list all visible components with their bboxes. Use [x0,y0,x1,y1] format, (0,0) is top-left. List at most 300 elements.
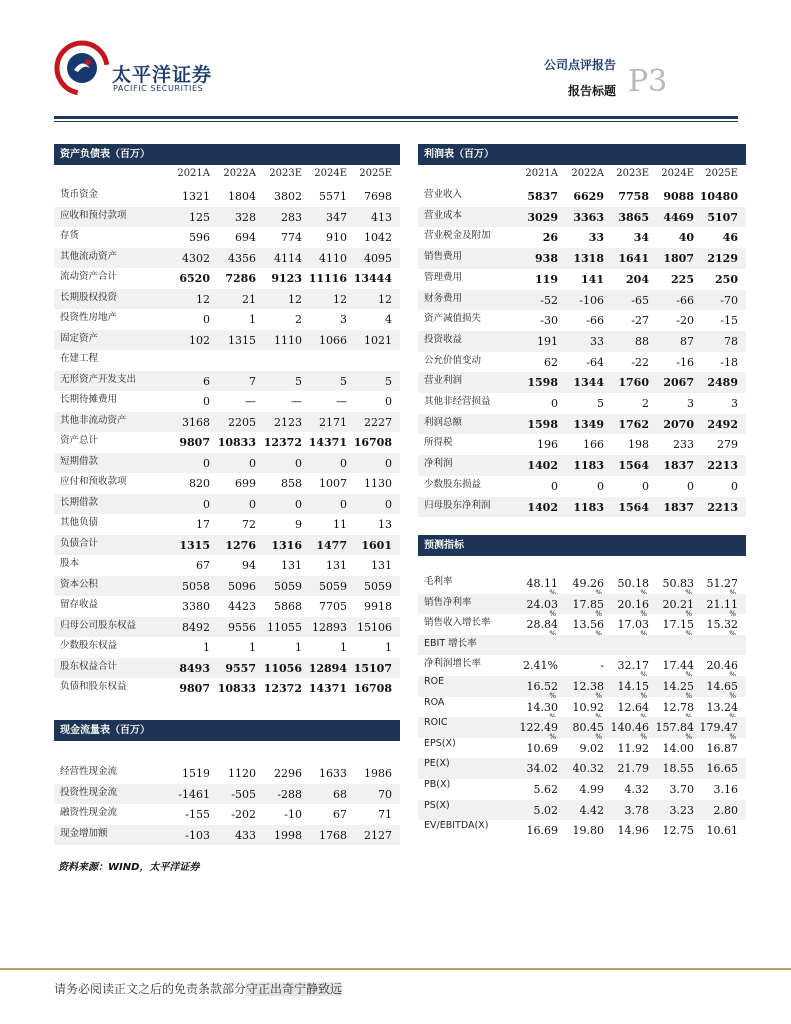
table-cell: 16.87 [706,741,738,755]
table-cell: 87 [680,334,694,348]
table-cell: 596 [189,231,210,244]
table-cell: 1986 [364,767,392,780]
table-cell: 0 [642,479,649,493]
table-cell: 7286 [225,272,256,285]
table-cell: 13.56 [560,618,604,631]
table-cell: 2127 [364,828,392,842]
row-label: 经营性现金流 [60,766,118,777]
table-cell: 3 [687,397,694,410]
table-cell: 8492 [182,620,210,634]
table-cell: -10 [284,808,302,821]
row-label: 投资性房地产 [60,312,118,323]
table-cell: 328 [235,210,256,224]
table-cell: 699 [235,477,256,490]
table-cell: 5059 [319,579,347,593]
page-header [0,0,791,120]
table-cell: 858 [281,477,302,490]
row-label: 利润总额 [424,416,463,428]
table-cell: 3029 [527,210,558,224]
row-label: 流动资产合计 [60,271,118,282]
table-row [54,432,400,453]
table-row [418,248,746,269]
table-row [418,414,746,435]
year-column-header: 2023E [616,168,649,179]
table-cell: 1641 [618,252,649,266]
table-row [54,678,400,699]
table-cell: 11055 [267,620,302,634]
table-cell: 4110 [319,251,347,265]
table-cell: 3363 [573,210,604,224]
table-cell: 1998 [274,828,302,842]
table-cell: 5.02 [533,803,558,817]
table-cell: 131 [281,559,302,572]
table-cell: 0 [551,479,558,493]
table-cell: 5 [597,397,604,410]
table-cell: 1598 [527,376,558,390]
row-label: 其他非经营损益 [424,396,491,407]
cash-flow-header: 现金流量表（百万） [54,720,400,741]
table-cell: 141 [581,272,604,286]
table-cell: 2492 [707,417,738,431]
table-cell: 0 [203,313,210,326]
table-cell: 1402 [527,500,558,514]
table-cell: 62 [544,355,558,369]
table-cell: 2.80 [713,803,738,817]
table-cell: 12 [288,292,302,306]
table-cell: 5059 [364,579,392,593]
table-cell: 6520 [179,272,210,285]
table-cell: 13444 [353,272,392,285]
balance-sheet-header: 资产负债表（百万） [54,144,400,165]
table-cell: 16.52 % [526,680,558,700]
table-cell: 157.84 % [655,721,694,742]
table-cell: 50.18 [605,577,649,590]
row-label: 净利润 [424,458,453,470]
row-label: 固定资产 [60,332,99,344]
table-cell: 0 [203,395,210,408]
table-cell: 196 [537,438,558,452]
table-cell: 1762 [618,417,649,431]
table-cell: 2213 [707,459,738,473]
table-cell: 279 [717,438,738,452]
table-cell: -202 [231,808,256,821]
table-cell: 1007 [319,477,347,490]
table-cell: — [336,395,347,408]
row-label: 投资收益 [424,333,463,345]
table-cell: 191 [537,334,558,348]
company-motto: 守正出奇宁静致远 [246,982,343,996]
table-row [54,763,400,784]
table-cell: 17 [196,518,210,531]
table-cell: 2 [642,397,649,410]
table-cell: 4.42 [579,803,604,817]
table-cell: 1598 [527,417,558,431]
percent-mark: % [595,609,602,618]
table-cell: 5059 [274,579,302,593]
table-cell: 67 [196,559,210,572]
row-label: 现金增加额 [60,827,108,839]
table-cell: 140.46 % [610,721,649,742]
row-label: 无形资产开发支出 [60,373,137,385]
year-column-header: 2025E [705,168,738,179]
table-cell: 15.32 [694,618,738,631]
table-cell: 21.11 % [706,597,738,618]
table-cell: -30 [540,314,558,328]
table-cell: 16.69 [526,824,558,838]
table-row [54,473,400,494]
table-cell: 14.96 [617,824,649,838]
table-cell: 0 [295,456,302,470]
table-cell: 0 [203,497,210,511]
table-cell: 8493 [179,661,210,675]
table-cell: 4 [385,313,392,326]
row-label: 长期待摊费用 [60,394,118,405]
table-row [54,309,400,330]
row-label: 管理费用 [424,271,463,283]
table-cell: 1344 [573,376,604,390]
table-cell: 1402 [527,459,558,473]
row-label: 归母公司股东权益 [60,619,137,631]
table-cell: 3.16 [713,783,738,796]
row-label: 货币资金 [60,189,99,200]
row-label: ROA [424,696,445,708]
table-row [54,658,400,679]
table-cell: 347 [326,210,347,224]
table-cell: 694 [235,231,256,244]
table-cell: 67 [333,808,347,821]
table-cell: 9.02 [579,741,604,755]
table-cell: - [600,659,604,673]
table-cell: 32.17 [605,659,649,672]
percent-mark: % [685,692,692,700]
table-cell: -1461 [178,787,210,801]
table-cell: 34 [633,231,649,245]
table-row [54,248,400,269]
table-cell: 4469 [663,210,694,224]
table-row [54,514,400,535]
table-cell: 0 [340,497,347,511]
table-cell: 102 [189,333,210,347]
row-label: 营业税金及附加 [424,230,491,242]
table-cell: 433 [235,828,256,842]
row-label: 少数股东损益 [424,478,482,490]
percent-mark: % [685,609,692,618]
table-cell: 40 [678,231,694,245]
year-column-header: 2025E [359,168,392,179]
row-label: 营业收入 [424,189,463,200]
table-cell: -18 [720,355,738,369]
table-cell: -52 [540,293,558,307]
table-cell: 413 [371,210,392,224]
row-label: 应收和预付款项 [60,209,127,221]
table-cell: 125 [189,210,210,224]
table-cell: 179.47 % [699,721,738,742]
row-label: 资产总计 [60,435,99,446]
table-cell: 3 [731,397,738,410]
table-cell: 5571 [319,190,347,203]
table-row [54,227,400,248]
percent-mark: % [549,733,556,742]
table-cell: 1837 [663,500,694,514]
table-cell: 2129 [707,252,738,266]
table-cell: — [245,395,256,408]
table-cell: 131 [326,559,347,572]
table-cell: 7 [249,374,256,388]
brand-name-cn: 太平洋证券 [112,64,213,86]
row-label: 归母股东净利润 [424,499,491,511]
table-cell: 13 [378,518,392,531]
disclaimer-text: 请务必阅读正文之后的免责条款部分 [54,982,247,996]
table-row [418,573,746,594]
table-cell: 4095 [364,251,392,265]
table-cell: 1120 [228,767,256,780]
row-label: 资本公积 [60,578,99,590]
table-row [418,186,746,207]
table-row [418,697,746,718]
row-label: 融资性现金流 [60,807,118,818]
table-cell: 11 [333,518,347,531]
row-label: 长期借款 [60,496,99,508]
table-cell: 225 [671,272,694,286]
table-cell: 2205 [228,415,256,429]
table-cell: -106 [579,293,604,307]
pacific-securities-logo-icon [54,40,110,96]
table-row [54,371,400,392]
table-row [418,717,746,742]
table-row [418,594,746,618]
table-row [54,453,400,474]
row-label: 销售收入增长率 [424,617,491,629]
row-label: 销售费用 [424,251,463,263]
table-cell: -22 [631,355,649,369]
row-label: 其他负债 [60,517,99,528]
table-cell: 1 [249,313,256,326]
table-cell: 14.15 % [617,680,649,700]
row-label: PB(X) [424,779,451,790]
table-cell: -103 [185,828,210,842]
table-cell: 204 [626,272,649,286]
table-cell: 1315 [228,333,256,347]
table-cell: 3.23 [669,803,694,817]
table-row [418,331,746,352]
percent-mark: % [640,609,647,618]
row-label: 留存收益 [60,599,99,610]
year-column-header: 2024E [661,168,694,179]
table-cell: 9807 [179,436,210,449]
table-cell: 20.21 % [662,597,694,618]
table-cell: -66 [586,314,604,328]
table-cell: 12.64 [605,701,649,714]
table-cell: 166 [583,438,604,452]
table-cell: 34.02 [526,762,558,776]
row-label: ROE [424,676,445,687]
table-row [54,330,400,351]
table-row [418,372,746,393]
table-row [54,350,400,371]
table-cell: 9088 [663,190,694,203]
percent-mark: % [729,692,736,700]
table-cell: 1564 [618,500,649,514]
table-row [418,738,746,759]
table-cell: 119 [535,272,558,286]
table-cell: 3 [340,313,347,326]
table-row [418,779,746,800]
row-label: 资产减值损失 [424,313,482,325]
table-cell: 1 [249,641,256,654]
table-cell: 16708 [353,682,392,695]
table-cell: 2123 [274,415,302,429]
table-cell: 10.92 [560,701,604,714]
percent-mark: % [595,692,602,700]
table-cell: 40.32 [572,762,604,776]
table-cell: 21.79 [617,762,649,776]
table-cell: 12.78 [650,701,694,714]
table-cell: 10480 [699,190,738,203]
table-row [54,637,400,658]
table-cell: 1760 [618,376,649,390]
row-label: 股本 [60,558,80,569]
table-row [418,455,746,476]
table-cell: -16 [676,355,694,369]
table-cell: -66 [676,293,694,307]
table-cell: 2 [295,313,302,326]
table-row [418,676,746,700]
table-cell: 1 [203,641,210,654]
row-label: 其他非流动资产 [60,414,127,426]
table-row [418,758,746,779]
report-type: 公司点评报告 [543,58,616,72]
table-cell: 17.15 [650,618,694,631]
table-cell: 0 [249,497,256,511]
table-cell: 1130 [364,477,392,490]
row-label: EBIT 增长率 [424,637,477,649]
table-cell: 68 [333,787,347,801]
table-cell: 4.99 [579,783,604,796]
percent-mark: % [685,733,692,742]
table-cell: 3.70 [669,783,694,796]
table-row [418,820,746,841]
table-cell: 12372 [263,436,302,449]
table-cell: 1 [295,641,302,654]
row-label: PE(X) [424,758,450,770]
table-cell: 1564 [618,459,649,473]
table-cell: 0 [203,456,210,470]
table-cell: 14.25 % [662,680,694,700]
table-cell: 15107 [353,661,392,675]
disclaimer-footer [54,980,342,997]
table-cell: 14.30 [514,701,558,714]
table-cell: 28.84 [514,618,558,631]
table-cell: 4.32 [624,783,649,796]
table-cell: 2067 [663,376,694,390]
table-row [54,784,400,805]
table-cell: 1633 [319,767,347,780]
table-cell: 12 [333,292,347,306]
row-label: EV/EBITDA(X) [424,820,489,832]
table-row [54,555,400,576]
table-cell: 0 [687,479,694,493]
table-cell: 3.78 [624,803,649,817]
table-cell: 16.65 [706,762,738,776]
table-cell: -15 [720,314,738,328]
table-cell: 5.62 [533,783,558,796]
table-cell: 51.27 [694,577,738,590]
table-cell: 9 [295,518,302,531]
table-cell: 1318 [573,252,604,266]
table-cell: 0 [597,479,604,493]
table-row [418,207,746,228]
row-label: 财务费用 [424,292,463,304]
table-cell: 5096 [228,579,256,593]
table-cell: 11.92 [617,741,649,755]
table-cell: 4423 [228,600,256,613]
table-cell: 14.00 [662,741,694,755]
table-cell: 9918 [364,600,392,613]
table-cell: 1 [385,641,392,654]
table-cell: 2171 [319,415,347,429]
table-cell: 2296 [274,767,302,780]
table-cell: 12.75 [662,824,694,838]
table-cell: 1021 [364,333,392,347]
table-cell: 5107 [707,210,738,224]
table-cell: 198 [628,438,649,452]
table-row [418,497,746,518]
table-cell: 0 [340,456,347,470]
row-label: 在建工程 [60,353,99,364]
table-cell: 17.44 [650,659,694,672]
row-label: 营业成本 [424,209,463,221]
table-cell: 11056 [263,661,302,675]
table-cell: 13.24 [694,701,738,714]
percent-mark: % [549,609,556,618]
table-cell: 16708 [353,436,392,449]
table-cell: 1 [340,641,347,654]
table-cell: 1837 [663,459,694,473]
table-cell: 910 [326,231,347,244]
table-cell: 11116 [308,272,347,285]
table-cell: 24.03 % [526,597,558,618]
table-cell: 6 [203,374,210,388]
table-cell: 1183 [573,500,604,514]
table-cell: 2.41% [523,659,558,673]
table-cell: — [291,395,302,408]
footer-divider [0,968,791,970]
table-cell: 9556 [228,620,256,634]
table-row [54,207,400,228]
table-cell: 5837 [527,190,558,203]
table-cell: 20.16 % [617,597,649,618]
table-row [54,391,400,412]
row-label: 所得税 [424,437,453,449]
table-cell: 48.11 [514,577,558,590]
table-cell: 283 [281,210,302,224]
row-label: 投资性现金流 [60,786,118,798]
table-row [54,289,400,310]
report-title: 报告标题 [567,84,616,98]
table-cell: -64 [586,355,604,369]
table-cell: 18.55 [662,762,694,776]
table-row [54,596,400,617]
table-cell: 12 [378,292,392,306]
table-row [418,476,746,497]
data-source: 资料来源：WIND，太平洋证券 [58,862,200,873]
table-cell: 5058 [182,579,210,593]
table-cell: 88 [635,334,649,348]
row-label: 净利润增长率 [424,658,482,670]
row-label: ROIC [424,717,448,729]
table-row [418,352,746,373]
table-cell: 50.83 [650,577,694,590]
